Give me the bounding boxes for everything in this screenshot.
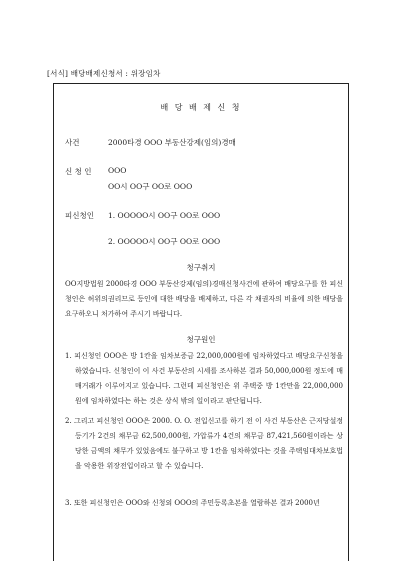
applicant-label: 신 청 인: [65, 167, 92, 176]
application-frame: [53, 83, 349, 561]
reason-item-2: 2. 그리고 피신청인 OOO은 2000. O. O. 전입신고를 하기 전 이 사건 부동산은 근저당설정등기가 2건의 채무금 62,500,000원, 가압류가 4건의 채무금 87,421,560원이라는 상당한 금액의 채무가 있었음에도 불구하고 방 1칸을 임차하였다는 것을 주택임대차보호법을 악용한 위장전입이라고 할 수 있습니다.: [65, 417, 343, 470]
reason-item-1: 1. 피신청인 OOO은 방 1칸을 임차보증금 22,000,000원에 임차하였다고 배당요구신청을 하였습니다. 신청인이 이 사건 부동산의 시세를 조사하본 결과 50,000,000원 정도에 매매거래가 이루어지고 있습니다. 그런데 피신청인은 위 주택중 방 1칸만을 22,000,000원에 임차하였다는 하는 것은 상식 밖의 일이라고 판단됩니다.: [65, 352, 343, 405]
reason-item-3: 3. 또한 피신청인은 OOO와 신청외 OOO의 주민등록초본을 열람하본 결과 2000년: [65, 499, 320, 507]
form-caption: [서식] 배당배제신청서 : 위장임차: [47, 69, 161, 78]
respondent-1: 1. OOOOO시 OO구 OO로 OOO: [108, 211, 221, 220]
purpose-heading: 청구취지: [186, 263, 216, 272]
applicant-address: OO시 OO구 OO로 OOO: [108, 182, 193, 191]
respondent-label: 피신청인: [65, 211, 94, 220]
document-title: 배 당 배 제 신 청: [160, 103, 242, 112]
case-number: 2000타경 OOO 부동산강제(임의)경매: [108, 138, 236, 147]
applicant-name: OOO: [108, 166, 127, 175]
respondent-2: 2. OOOOO시 OO구 OO로 OOO: [108, 237, 221, 246]
reasons-heading: 청구원인: [186, 335, 216, 344]
purpose-text: OO지방법원 2000타경 OOO 부동산강제(임의)경매신청사건에 관하여 배당요구를 한 피신청인은 허위의권리므로 등인에 대한 배당을 배제하고, 다른 각 채권자의 비율에 의한 배당을 요구하오니 처가하여 주시기 바랍니다.: [65, 280, 343, 318]
case-label: 사건: [65, 138, 80, 147]
